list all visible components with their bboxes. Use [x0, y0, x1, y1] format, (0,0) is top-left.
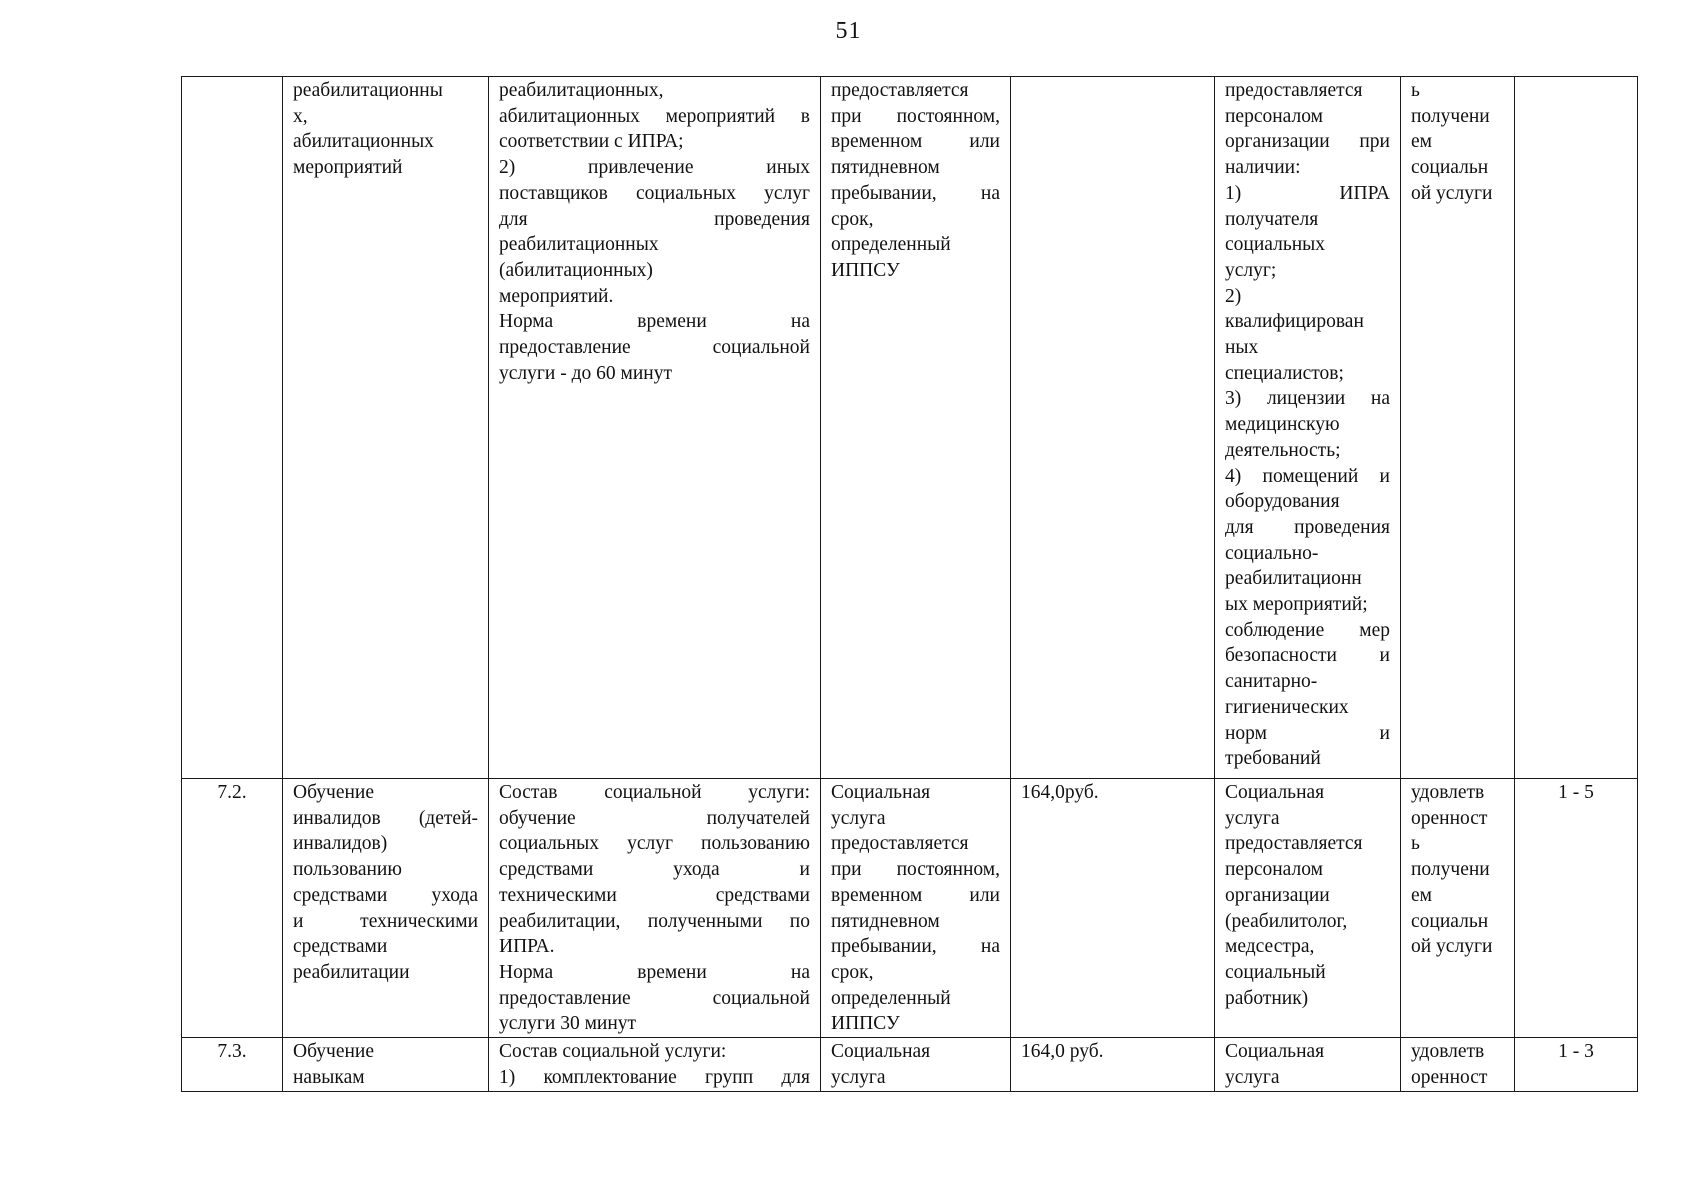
text-line: пятидневном: [831, 910, 940, 932]
text-line: социальн: [1411, 157, 1489, 179]
text-line: соблюдение мер: [1225, 619, 1390, 641]
text-line: деятельность;: [1225, 439, 1341, 461]
text-line: инвалидов (детей-: [293, 807, 478, 829]
text-line: мероприятий: [293, 157, 403, 179]
text-line: требований: [1225, 748, 1321, 770]
text-line: поставщиков социальных услуг: [499, 182, 810, 204]
text-line: социальных услуг пользованию: [499, 833, 810, 855]
cell-service-name: [283, 779, 489, 1038]
table-row: [182, 1038, 1638, 1092]
text-line: квалифицирован: [1225, 311, 1364, 333]
text-line: х,: [293, 105, 308, 127]
cell-period: 1 - 3: [1515, 1038, 1638, 1092]
text-line: Обучение: [293, 1041, 374, 1063]
text-line: абилитационных мероприятий в: [499, 105, 810, 127]
cell-standards: [1215, 1038, 1401, 1092]
text-line: гигиенических: [1225, 696, 1349, 718]
text-line: пребывании, на: [831, 936, 1000, 958]
cell-price: 164,0руб.: [1011, 779, 1215, 1038]
services-table: [181, 76, 1638, 1092]
text-line: оренност: [1411, 1066, 1488, 1088]
cell-conditions: [821, 77, 1011, 779]
text-line: предоставление социальной: [499, 987, 810, 1009]
text-line: социальных: [1225, 234, 1326, 256]
text-line: при постоянном,: [831, 859, 1000, 881]
text-line: средствами ухода и: [499, 859, 810, 881]
page-number: 51: [835, 18, 862, 44]
text-line: пользованию: [293, 859, 402, 881]
text-line: оренност: [1411, 807, 1488, 829]
text-line: социальн: [1411, 910, 1489, 932]
text-line: Состав социальной услуги:: [499, 1041, 727, 1063]
text-line: предоставляется: [1225, 833, 1363, 855]
text-line: предоставляется: [831, 80, 969, 101]
text-line: реабилитации: [293, 961, 410, 983]
text-line: средствами: [293, 936, 388, 958]
text-line: срок,: [831, 208, 874, 230]
text-line: 2) привлечение иных: [499, 157, 810, 179]
cell-criteria: [1401, 77, 1515, 779]
text-line: получателя: [1225, 208, 1319, 230]
text-line: пятидневном: [831, 157, 940, 179]
text-line: ь: [1411, 833, 1420, 855]
text-line: получени: [1411, 859, 1490, 881]
text-line: абилитационных: [293, 131, 434, 153]
text-line: услуга: [831, 1066, 886, 1088]
cell-period: 1 - 5: [1515, 779, 1638, 1038]
text-line: санитарно-: [1225, 671, 1318, 693]
text-line: инвалидов): [293, 833, 388, 855]
cell-service-name: [283, 77, 489, 779]
text-line: ой услуги: [1411, 936, 1493, 958]
cell-service-name: [283, 1038, 489, 1092]
text-line: ных: [1225, 337, 1259, 359]
table-row: [182, 77, 1638, 779]
text-line: Норма времени на: [499, 311, 810, 333]
cell-price: 164,0 руб.: [1011, 1038, 1215, 1092]
cell-composition: [489, 1038, 821, 1092]
text-line: оборудования: [1225, 491, 1340, 513]
text-line: техническими средствами: [499, 884, 810, 906]
text-line: услуги 30 минут: [499, 1013, 637, 1035]
text-line: средствами ухода: [293, 884, 478, 906]
text-line: пребывании, на: [831, 182, 1000, 204]
text-line: услуг;: [1225, 259, 1277, 281]
text-line: временном или: [831, 131, 1000, 153]
text-line: реабилитационны: [293, 80, 443, 101]
text-line: мероприятий.: [499, 285, 614, 307]
text-line: услуга: [1225, 807, 1280, 829]
text-line: реабилитационных: [499, 234, 659, 256]
text-line: Обучение: [293, 782, 374, 803]
text-line: предоставляется: [1225, 80, 1363, 101]
text-line: медсестра,: [1225, 936, 1315, 958]
text-line: 1) комплектование групп для: [499, 1066, 810, 1088]
text-line: и техническими: [293, 910, 478, 932]
text-line: ИППСУ: [831, 1013, 900, 1035]
text-line: организации при: [1225, 131, 1390, 153]
text-line: ых мероприятий;: [1225, 594, 1368, 616]
text-line: при постоянном,: [831, 105, 1000, 127]
text-line: определенный: [831, 987, 951, 1009]
text-line: услуги - до 60 минут: [499, 362, 672, 384]
cell-standards: [1215, 77, 1401, 779]
cell-number: 7.3.: [182, 1038, 283, 1092]
text-line: (абилитационных): [499, 259, 653, 281]
text-line: срок,: [831, 961, 874, 983]
text-line: норм и: [1225, 722, 1390, 744]
cell-number: 7.2.: [182, 779, 283, 1038]
text-line: социальный: [1225, 961, 1326, 983]
text-line: ой услуги: [1411, 182, 1493, 204]
text-line: Социальная: [831, 1041, 931, 1063]
text-line: для проведения: [1225, 516, 1390, 538]
text-line: удовлетв: [1411, 782, 1485, 803]
table-row: [182, 779, 1638, 1038]
cell-price: [1011, 77, 1215, 779]
text-line: удовлетв: [1411, 1041, 1485, 1063]
text-line: Социальная: [1225, 782, 1325, 803]
cell-period: [1515, 77, 1638, 779]
cell-criteria: [1401, 779, 1515, 1038]
text-line: (реабилитолог,: [1225, 910, 1348, 932]
text-line: ь: [1411, 80, 1420, 101]
text-line: специалистов;: [1225, 362, 1344, 384]
text-line: временном или: [831, 884, 1000, 906]
cell-composition: [489, 77, 821, 779]
text-line: персоналом: [1225, 859, 1323, 881]
cell-criteria: [1401, 1038, 1515, 1092]
text-line: определенный: [831, 234, 951, 256]
text-line: реабилитационных,: [499, 80, 664, 101]
text-line: реабилитационн: [1225, 568, 1362, 590]
text-line: организации: [1225, 884, 1330, 906]
cell-composition: [489, 779, 821, 1038]
text-line: 1) ИПРА: [1225, 182, 1390, 204]
text-line: предоставляется: [831, 833, 969, 855]
text-line: 4) помещений и: [1225, 465, 1390, 487]
text-line: ИПРА.: [499, 936, 555, 958]
cell-conditions: [821, 1038, 1011, 1092]
text-line: персоналом: [1225, 105, 1323, 127]
text-line: Социальная: [1225, 1041, 1325, 1063]
text-line: предоставление социальной: [499, 337, 810, 359]
text-line: услуга: [1225, 1066, 1280, 1088]
text-line: безопасности и: [1225, 645, 1390, 667]
text-line: ем: [1411, 884, 1432, 906]
text-line: соответствии с ИПРА;: [499, 131, 684, 153]
text-line: наличии:: [1225, 157, 1301, 179]
text-line: реабилитации, полученными по: [499, 910, 810, 932]
text-line: навыкам: [293, 1066, 365, 1088]
text-line: услуга: [831, 807, 886, 829]
text-line: ем: [1411, 131, 1432, 153]
text-line: получени: [1411, 105, 1490, 127]
text-line: для проведения: [499, 208, 810, 230]
cell-conditions: [821, 779, 1011, 1038]
text-line: медицинскую: [1225, 414, 1340, 436]
text-line: Социальная: [831, 782, 931, 803]
text-line: ИППСУ: [831, 259, 900, 281]
cell-standards: [1215, 779, 1401, 1038]
text-line: обучение получателей: [499, 807, 810, 829]
text-line: работник): [1225, 987, 1309, 1009]
cell-number: [182, 77, 283, 779]
text-line: 3) лицензии на: [1225, 388, 1390, 410]
text-line: 2): [1225, 285, 1242, 307]
text-line: социально-: [1225, 542, 1319, 564]
text-line: Норма времени на: [499, 961, 810, 983]
text-line: Состав социальной услуги:: [499, 782, 810, 803]
